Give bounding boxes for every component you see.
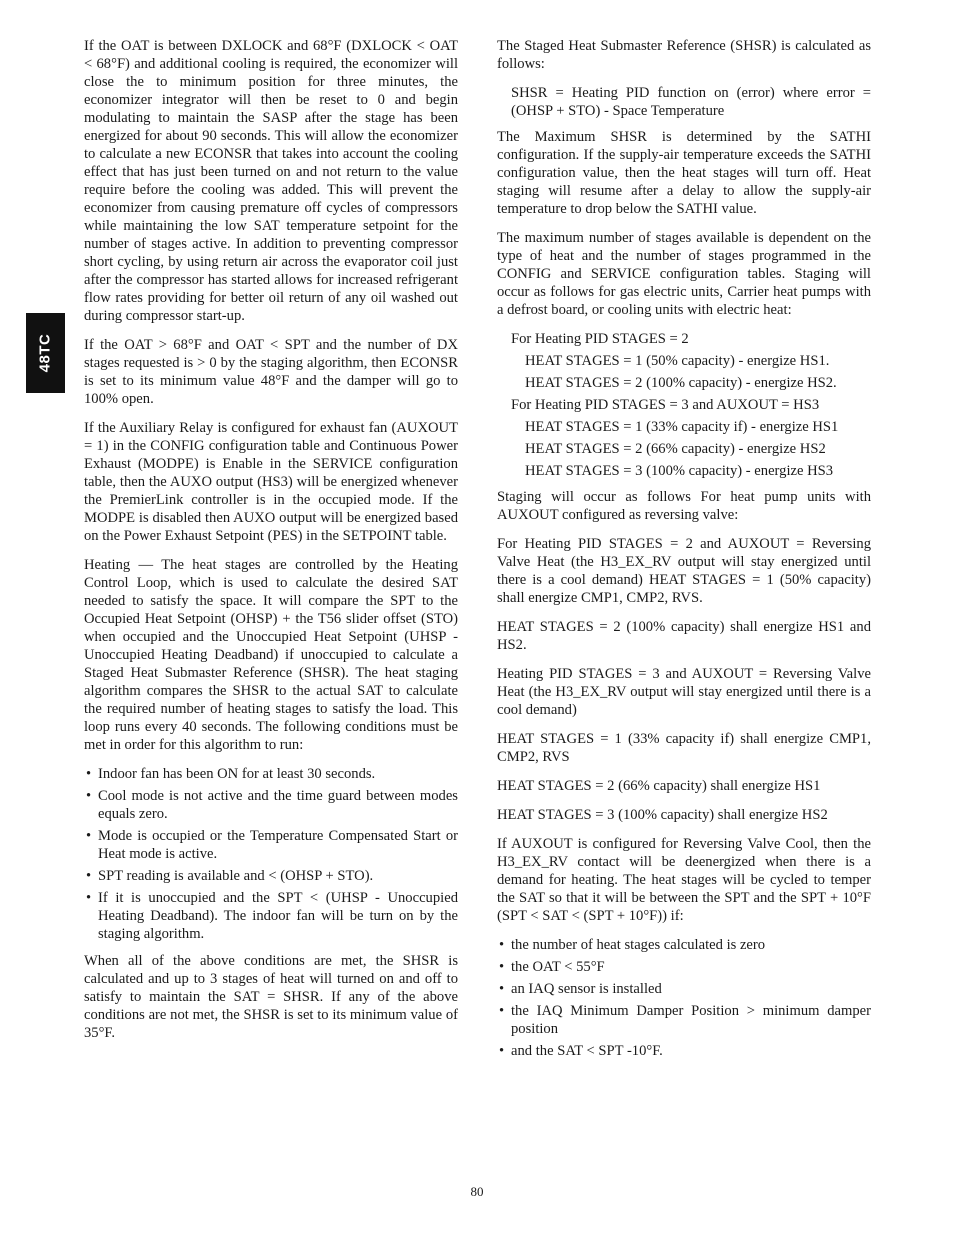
- paragraph: If the OAT is between DXLOCK and 68°F (DXLOCK < OAT < 68°F) and additional cooling is required, the economizer will close the to minimum position for three minutes, the economizer integrator will then be reset to 0 and begin modulating to maintain the SASP after the stage has been energized for about 90 seconds. This will allow the economizer to calculate a new ECONSR that takes into account the cooling effect that has just been turned on and not return to the value require before the cooling was added. This will prevent the economizer from causing premature off cycles of compressors while maintaining the low SAT temperature setpoint for the number of stages active. In addition to preventing compressor short cycling, by using return air across the evaporator coil just after the compressor has started allows for increased refrigerant flow rates providing for better oil return of any oil washed out during compressor start-up.: [84, 38, 458, 324]
- list-item: • Indoor fan has been ON for at least 30 seconds.: [86, 766, 376, 782]
- paragraph: If the Auxiliary Relay is configured for exhaust fan (AUXOUT = 1) in the CONFIG configuration table and Continuous Power Exhaust (MODPE) is Enable in the SERVICE configuration table, then the AUXO output (HS3) will be energized whenever the PremierLink controller is in the occupied mode. If the MODPE is disabled then AUXO output will be energized based on the Power Exhaust Setpoint (PES) in the SETPOINT table.: [84, 420, 458, 544]
- stage-line: HEAT STAGES = 3 (100% capacity) - energize HS3: [525, 463, 834, 479]
- stage-line: HEAT STAGES = 2 (66% capacity) - energize HS2: [525, 441, 826, 457]
- formula: SHSR = Heating PID function on (error) where error = (OHSP + STO) - Space Temperature: [511, 85, 871, 119]
- list-item: • the number of heat stages calculated is zero: [499, 937, 766, 953]
- list-item: • an IAQ sensor is installed: [499, 981, 662, 997]
- list-item: • and the SAT < SPT -10°F.: [499, 1043, 663, 1059]
- list-item: • If it is unoccupied and the SPT < (UHSP - Unoccupied Heating Deadband). The indoor fan will be turn on by the staging algorithm.: [86, 890, 458, 942]
- list-item: • Cool mode is not active and the time guard between modes equals zero.: [86, 788, 458, 822]
- paragraph: The Staged Heat Submaster Reference (SHSR) is calculated as follows:: [497, 38, 871, 72]
- paragraph: HEAT STAGES = 2 (66% capacity) shall energize HS1: [497, 778, 821, 794]
- page-number: 80: [470, 1184, 484, 1199]
- list-item: • Mode is occupied or the Temperature Compensated Start or Heat mode is active.: [86, 828, 458, 862]
- list-item: • the IAQ Minimum Damper Position > minimum damper position: [499, 1003, 871, 1037]
- stage-heading: For Heating PID STAGES = 2: [511, 331, 689, 347]
- list-item: • the OAT < 55°F: [499, 959, 605, 975]
- paragraph: HEAT STAGES = 3 (100% capacity) shall energize HS2: [497, 807, 828, 823]
- paragraph: The Maximum SHSR is determined by the SATHI configuration. If the supply-air temperature exceeds the SATHI configuration value, then the heat stages will turn off. Heat staging will resume after a delay to allow the supply-air temperature to drop below the SATHI value.: [497, 129, 871, 217]
- right-column: [497, 37, 871, 1069]
- stage-line: HEAT STAGES = 2 (100% capacity) - energize HS2.: [525, 375, 837, 391]
- paragraph: Heating — The heat stages are controlled by the Heating Control Loop, which is used to calculate the desired SAT needed to satisfy the space. It will compare the SPT to the Occupied Heat Setpoint (OHSP) + the T56 slider offset (STO) when occupied and the Unoccupied Heat Setpoint (UHSP - Unoccupied Heating Deadband) if unoccupied to calculate a Staged Heat Submaster Reference (SHSR). The heat staging algorithm compares the SHSR to the actual SAT to calculate the required number of heating stages to satisfy the load. This loop runs every 40 seconds. The following conditions must be met in order for this algorithm to run:: [84, 557, 458, 753]
- section-tab: [26, 313, 65, 393]
- left-column: [84, 37, 458, 1053]
- condition-list: [497, 936, 871, 1060]
- paragraph: If the OAT > 68°F and OAT < SPT and the number of DX stages requested is > 0 by the staging algorithm, then ECONSR is set to its minimum value 48°F and the damper will go to 100% open.: [84, 337, 458, 407]
- stage-line: HEAT STAGES = 1 (50% capacity) - energize HS1.: [525, 353, 830, 369]
- list-item: • SPT reading is available and < (OHSP + STO).: [86, 868, 374, 884]
- paragraph: The maximum number of stages available is dependent on the type of heat and the number of stages programmed in the CONFIG and SERVICE configuration tables. Staging will occur as follows for gas electric units, Carrier heat pumps with a defrost board, or cooling units with electric heat:: [497, 230, 871, 318]
- paragraph: If AUXOUT is configured for Reversing Valve Cool, then the H3_EX_RV contact will be deenergized when there is a demand for heating. The heat stages will be cycled to temper the SAT so that it will be between the SPT and the SPT + 10°F (SPT < SAT < (SPT + 10°F)) if:: [497, 836, 871, 924]
- condition-list: [84, 765, 458, 943]
- stage-line: HEAT STAGES = 1 (33% capacity if) - energize HS1: [525, 419, 839, 435]
- paragraph: When all of the above conditions are met, the SHSR is calculated and up to 3 stages of heat will turned on and off to satisfy to maintain the SAT = SHSR. If any of the above conditions are not met, the SHSR is set to its minimum value of 35°F.: [84, 953, 458, 1041]
- paragraph: Heating PID STAGES = 3 and AUXOUT = Reversing Valve Heat (the H3_EX_RV output will stay energized until there is a cool demand): [497, 666, 871, 718]
- paragraph: For Heating PID STAGES = 2 and AUXOUT = Reversing Valve Heat (the H3_EX_RV output will stay energized until there is a cool demand) HEAT STAGES = 1 (50% capacity) shall energize CMP1, CMP2, RVS.: [497, 536, 871, 606]
- stage-heading: For Heating PID STAGES = 3 and AUXOUT = HS3: [511, 397, 820, 413]
- paragraph: HEAT STAGES = 1 (33% capacity if) shall energize CMP1, CMP2, RVS: [497, 731, 871, 765]
- paragraph: Staging will occur as follows For heat pump units with AUXOUT configured as reversing valve:: [497, 489, 871, 523]
- section-tab-label: 48TC: [36, 333, 54, 373]
- paragraph: HEAT STAGES = 2 (100% capacity) shall energize HS1 and HS2.: [497, 619, 871, 653]
